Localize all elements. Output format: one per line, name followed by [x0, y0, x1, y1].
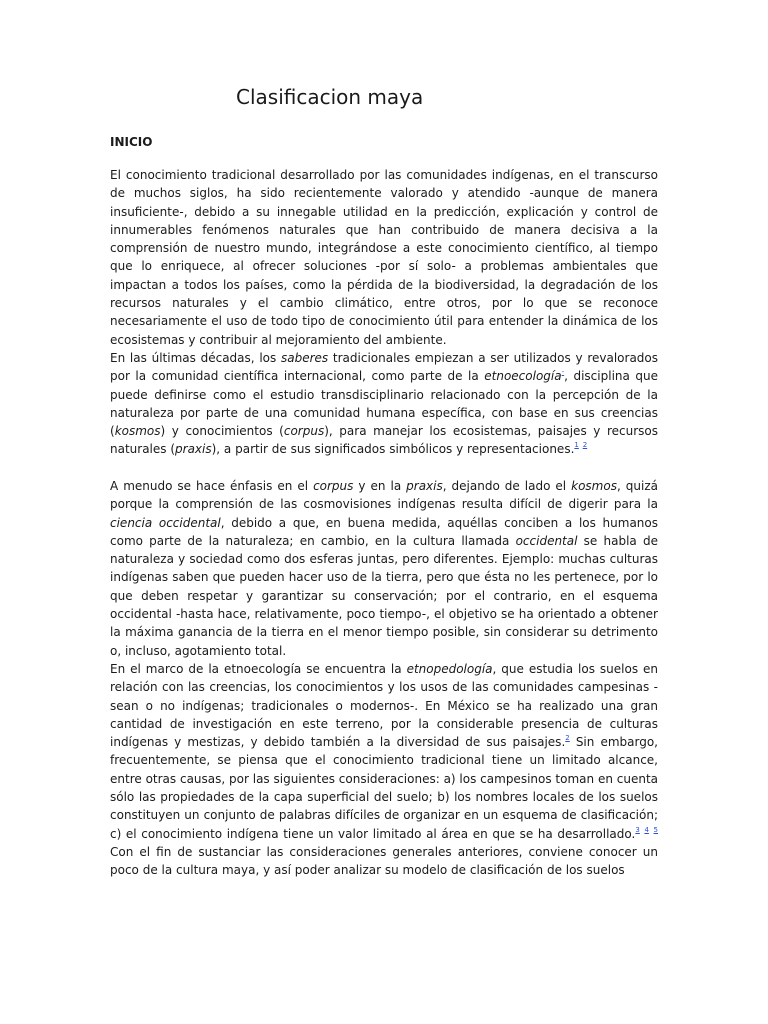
p2-italic-saberes: saberes	[281, 351, 329, 365]
p2-text-5: ), para manejar los ecosistemas, paisajes y recursos naturales (	[110, 424, 658, 457]
paragraph-3	[110, 477, 658, 660]
footnote-link-1[interactable]: 1	[574, 441, 579, 450]
p2-italic-corpus: corpus	[283, 424, 325, 439]
document-title: Clasificacion maya	[236, 85, 424, 109]
p2-text-2: tradicionales empiezan a ser utilizados y revalorados por la comunidad científica internacional, como parte de la	[110, 351, 659, 384]
paragraph-1-text: El conocimiento tradicional desarrollado por las comunidades indígenas, en el transcurso de muchos siglos, ha sido recientemente valorado y atendido -aunque de manera insuficiente-, debido a su innegable utilidad en la predicción, explicación y control de innumerables fenómenos naturales que han contribuido de manera decisiva a la comprensión de nuestro mundo, integrándose a este conocimiento científico, al tiempo que lo enriquece, al ofrecer soluciones -por sí solo- a problemas ambientales que impactan a todos los países, como la pérdida de la biodiversidad, la degradación de los recursos naturales y el cambio climático, entre otros, por lo que se reconoce necesariamente el uso de todo tipo de conocimiento útil para entender la dinámica de los ecosistemas y contribuir al mejoramiento del ambiente.	[110, 168, 658, 347]
footnote-link-2b[interactable]: 2	[565, 734, 570, 743]
p3-text-6: se habla de naturaleza y sociedad como dos esferas juntas, pero diferentes. Ejemplo: muchas culturas indígenas saben que pueden hacer uso de la tierra, pero que ésta no les pertenece, por lo que deben respetar y garantizar su conservación; por el contrario, en el esquema occidental -hasta hace, relativamente, poco tiempo-, el objetivo se ha orientado a obtener la máxima ganancia de la tierra en el menor tiempo posible, sin considerar su detrimento o, incluso, agotamiento total.	[110, 533, 658, 658]
p2-text-3: , disciplina que puede definirse como el estudio transdisciplinario relacionado con la percepción de la naturaleza por parte de una comunidad humana específica, con base en sus creencias (	[110, 369, 658, 439]
p2-text-1: En las últimas décadas, los	[110, 351, 281, 365]
p2-italic-kosmos: kosmos	[114, 424, 161, 439]
p2-italic-etnoecologia: etnoecología	[484, 369, 562, 384]
section-heading: INICIO	[110, 135, 153, 149]
p3-text-1: A menudo se hace énfasis en el	[110, 479, 314, 493]
p2-text-4: ) y conocimientos (	[160, 424, 284, 439]
footnote-link-3[interactable]: 3	[635, 825, 640, 834]
p3-text-4: , quizá porque la comprensión de las cosmovisiones indígenas resulta difícil de digerir para la	[110, 479, 658, 512]
p3-italic-kosmos: kosmos	[571, 479, 617, 493]
footnote-link-0[interactable]: -	[561, 368, 565, 377]
p2-text-6: ), a partir de sus significados simbólicos y representaciones.	[211, 442, 575, 457]
p3-italic-corpus: corpus	[313, 479, 354, 493]
p3-text-3: , dejando de lado el	[442, 479, 572, 493]
p4-text-4: Con el fin de sustanciar las consideraciones generales anteriores, conviene conocer un poco de la cultura maya, y así poder analizar su modelo de clasificación de los suelos	[110, 844, 658, 878]
p3-text-5: , debido a que, en buena medida, aquéllas conciben a los humanos como parte de la naturaleza; en cambio, en la cultura llamada	[110, 515, 658, 548]
p3-italic-ciencia-occidental: ciencia occidental	[110, 515, 221, 530]
p4-text-1: En el marco de la etnoecología se encuentra la	[110, 662, 407, 676]
paragraph-2	[110, 349, 658, 459]
footnote-link-4[interactable]: 4	[644, 825, 649, 834]
p2-italic-praxis: praxis	[175, 442, 212, 457]
p3-italic-praxis: praxis	[406, 479, 443, 493]
p4-text-3: Sin embargo, frecuentemente, se piensa que el conocimiento tradicional tiene un limitado alcance, entre otras causas, por las siguientes consideraciones: a) los campesinos toman en cuenta sólo las propiedades de la capa superficial del suelo; b) los nombres locales de los suelos constituyen un conjunto de palabras difíciles de organizar en un esquema de clasificación; c) el conocimiento indígena tiene un valor limitado al área en que se ha desarrollado.	[110, 735, 658, 841]
footnote-link-5[interactable]: 5	[653, 825, 658, 834]
paragraph-1	[110, 166, 658, 349]
p3-italic-occidental: occidental	[515, 533, 578, 548]
p3-text-2: y en la	[353, 479, 407, 493]
paragraph-4	[110, 660, 658, 880]
p4-italic-etnopedologia: etnopedología	[406, 662, 493, 676]
p4-text-2: , que estudia los suelos en relación con las creencias, los conocimientos y los usos de las comunidades campesinas -sean o no indígenas; tradicionales o modernos-. En México se ha realizado una gran cantidad de investigación en este terreno, por la considerable presencia de culturas indígenas y mestizas, y debido también a la diversidad de sus paisajes.	[110, 662, 659, 750]
footnote-link-2[interactable]: 2	[582, 441, 588, 450]
